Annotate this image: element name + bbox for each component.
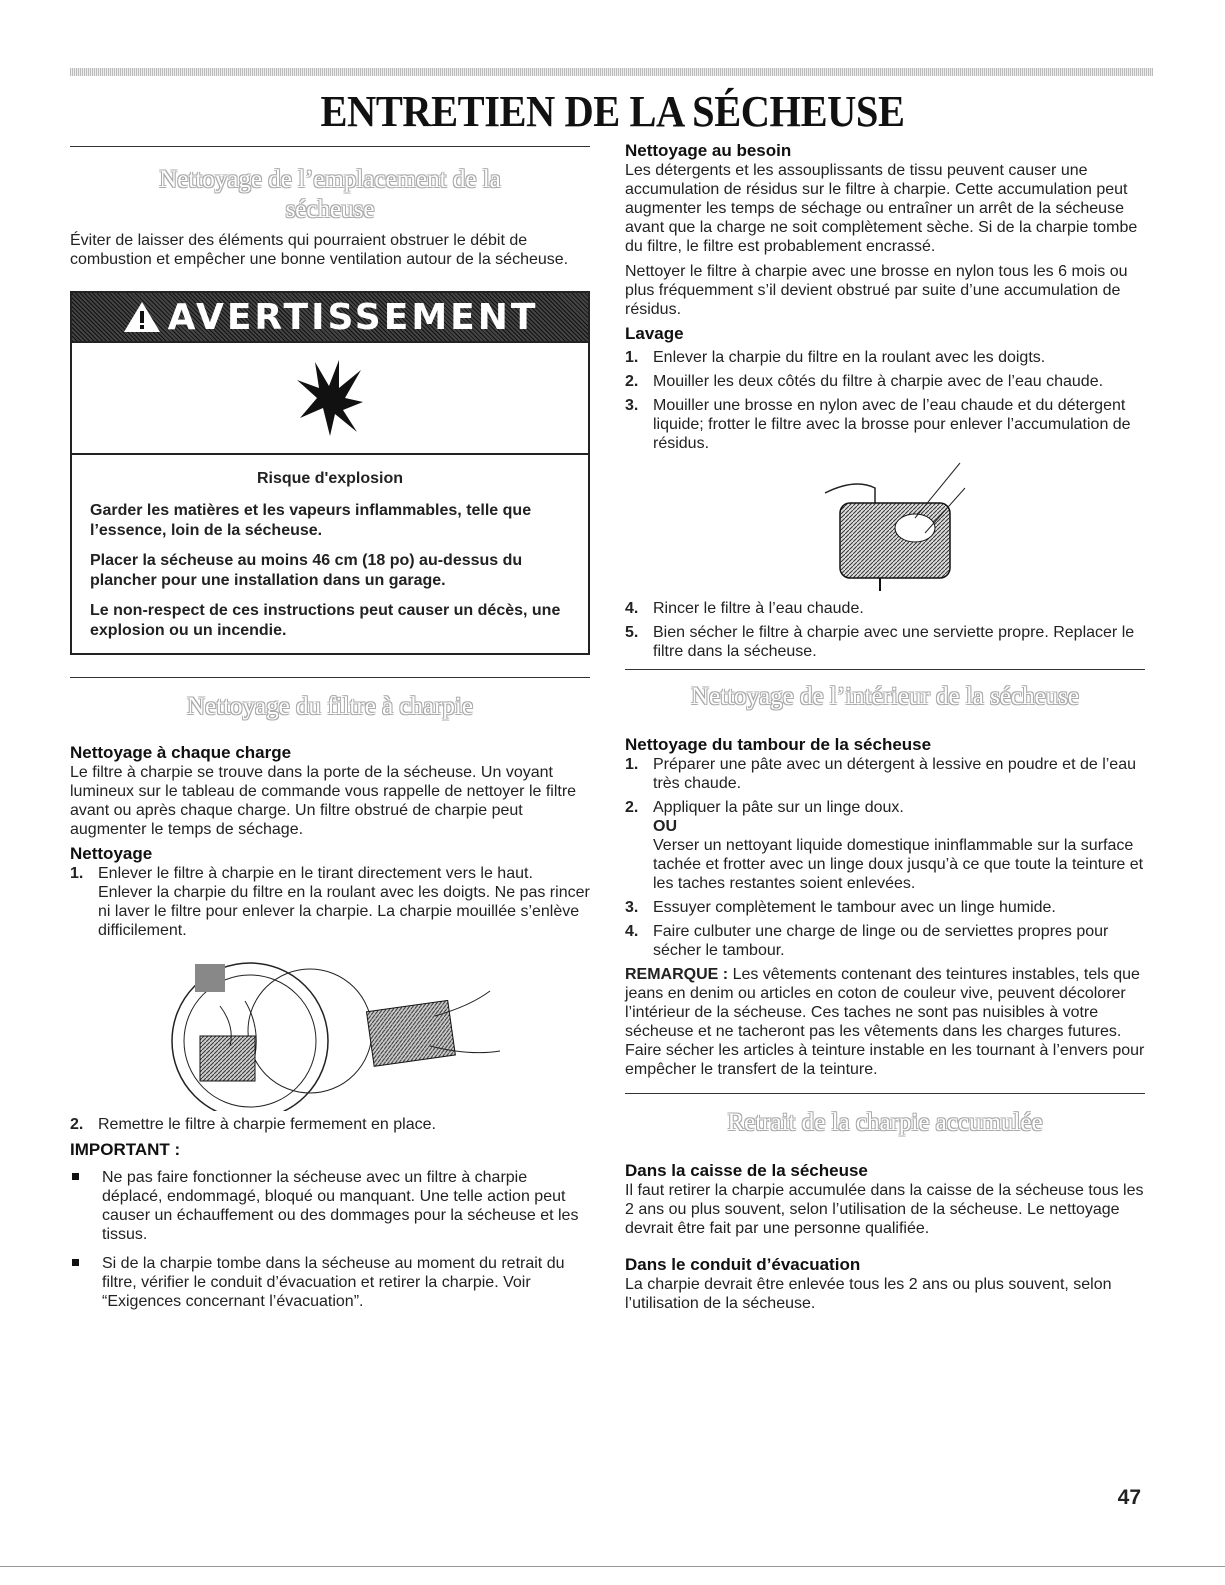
warning-triangle-icon (122, 300, 162, 334)
right-column (625, 140, 1145, 1313)
step-number: 1. (625, 349, 639, 366)
step-number: 1. (625, 756, 639, 773)
warning-subtitle: Risque d'explosion (256, 470, 404, 487)
step-text-extra: Verser un nettoyant liquide domestique ininflammable sur la surface tachée et frotter avec un linge doux jusqu’à ce que toute la teinture et les taches restantes soient enlevées. (653, 837, 1144, 892)
section-title-emplacement: Nettoyage de l’emplacement de la sécheuse (159, 166, 501, 223)
caisse-title: Dans la caisse de la sécheuse (625, 1161, 868, 1180)
step-item (625, 755, 1145, 793)
step-item (625, 599, 1145, 618)
besoin-text-1: Les détergents et les assouplissants de tissu peuvent causer une accumulation de résidus sur le filtre à charpie. Cette accumulation peut augmenter les temps de séchage ou entraîner un arrêt de la sécheuse avant que la charge ne soit complètement sèche. Si de la charpie tombe du filtre, le filtre est probablement encrassé. (625, 162, 1138, 255)
step-text: Enlever le filtre à charpie en le tirant directement vers le haut. Enlever la charpie du filtre en la roulant avec les doigts. Ne pas rincer ni laver le filtre pour enlever la charpie. La charpie mouillée s’enlève difficilement. (98, 865, 590, 939)
lavage-steps (625, 348, 1145, 453)
step-item (625, 396, 1145, 453)
step-text: Mouiller une brosse en nylon avec de l’eau chaude et du détergent liquide; frotter le filtre avec la brosse pour enlever l’accumulation de résidus. (653, 397, 1131, 452)
step-text: Bien sécher le filtre à charpie avec une serviette propre. Replacer le filtre dans la sécheuse. (653, 624, 1135, 660)
page-number: 47 (1117, 1486, 1141, 1509)
step-number: 2. (625, 373, 639, 390)
warning-box (70, 291, 590, 655)
section-rule (70, 677, 590, 678)
besoin-title: Nettoyage au besoin (625, 141, 792, 160)
warning-line: Garder les matières et les vapeurs inflammables, telle que l’essence, loin de la sécheuse. (90, 502, 532, 539)
ou-label: OU (653, 818, 677, 835)
warning-header (72, 293, 588, 343)
conduit-text: La charpie devrait être enlevée tous les 2 ans ou plus souvent, selon l’utilisation de la sécheuse. (625, 1276, 1112, 1312)
step-text: Faire culbuter une charge de linge ou de serviettes propres pour sécher le tambour. (653, 923, 1109, 959)
step-text: Mouiller les deux côtés du filtre à charpie avec de l’eau chaude. (653, 373, 1104, 390)
step-text: Remettre le filtre à charpie fermement en place. (98, 1116, 436, 1133)
section-rule (625, 669, 1145, 670)
caisse-text: Il faut retirer la charpie accumulée dans la caisse de la sécheuse tous les 2 ans ou plus souvent, selon l’utilisation de la sécheuse. Le nettoyage devrait être fait par une personne qualifiée. (625, 1182, 1144, 1237)
filter-brush-icon (785, 458, 985, 593)
filter-illustration (70, 946, 590, 1111)
step-text: Rincer le filtre à l’eau chaude. (653, 600, 864, 617)
important-bullets (70, 1168, 590, 1311)
bullet-text: Si de la charpie tombe dans la sécheuse au moment du retrait du filtre, vérifier le conduit d’évacuation et retirer la charpie. Voir “Exigences concernant l’évacuation”. (102, 1255, 565, 1310)
warning-line: Placer la sécheuse au moins 46 cm (18 po) au-dessus du plancher pour une installation dans un garage. (90, 552, 523, 589)
emplacement-text: Éviter de laisser des éléments qui pourraient obstruer le débit de combustion et empêcher une bonne ventilation autour de la sécheuse. (70, 232, 569, 268)
warning-icon-row (72, 343, 588, 455)
remarque-paragraph (625, 965, 1145, 1079)
bullet-item (70, 1168, 590, 1244)
step-number: 1. (70, 865, 84, 882)
step-item (625, 798, 1145, 893)
warning-line: Le non-respect de ces instructions peut causer un décès, une explosion ou un incendie. (90, 602, 561, 639)
bullet-icon (72, 1173, 79, 1180)
remarque-text: Les vêtements contenant des teintures instables, tels que jeans en denim ou articles en coton de couleur vive, peuvent décolorer l’intérieur de la sécheuse. Ces taches ne sont pas nuisibles à votre sécheuse et ne tacheront pas les vêtements dans les charges futures. Faire sécher les articles à teinture instable en les tournant à l’envers pour empêcher le transfert de la teinture. (625, 966, 1145, 1078)
step-number: 4. (625, 600, 639, 617)
lavage-label: Lavage (625, 324, 684, 343)
step-item (70, 864, 590, 940)
remarque-label: REMARQUE : (625, 966, 729, 983)
lavage-steps-2 (625, 599, 1145, 661)
step-number: 2. (625, 799, 639, 816)
besoin-text-2: Nettoyer le filtre à charpie avec une brosse en nylon tous les 6 mois ou plus fréquemment s’il devient obstrué par suite d’une accumulation de résidus. (625, 263, 1128, 318)
tambour-title: Nettoyage du tambour de la sécheuse (625, 735, 932, 754)
section-rule (625, 1093, 1145, 1094)
step-number: 3. (625, 899, 639, 916)
section-title-interieur: Nettoyage de l’intérieur de la sécheuse (690, 683, 1079, 710)
section-title-filtre: Nettoyage du filtre à charpie (187, 693, 473, 720)
step-number: 2. (70, 1116, 84, 1133)
step-text: Appliquer la pâte sur un linge doux. (653, 799, 904, 816)
step-item (625, 898, 1145, 917)
step-item (625, 348, 1145, 367)
nettoyage-label: Nettoyage (70, 844, 153, 863)
nettoyage-steps (70, 864, 590, 940)
dryer-door-filter-icon (70, 946, 590, 1111)
bullet-icon (72, 1259, 79, 1266)
step-text: Préparer une pâte avec un détergent à lessive en poudre et de l’eau très chaude. (653, 756, 1136, 792)
top-decorative-bar (70, 68, 1153, 76)
step-number: 5. (625, 624, 639, 641)
left-column (70, 140, 590, 1321)
bullet-item (70, 1254, 590, 1311)
step-text: Essuyer complètement le tambour avec un linge humide. (653, 899, 1056, 916)
conduit-title: Dans le conduit d’évacuation (625, 1255, 861, 1274)
bottom-rule (0, 1566, 1225, 1567)
step-item (625, 623, 1145, 661)
important-label: IMPORTANT : (70, 1140, 181, 1159)
tambour-steps (625, 755, 1145, 960)
page-title: ENTRETIEN DE LA SÉCHEUSE (320, 87, 905, 136)
step-number: 4. (625, 923, 639, 940)
section-rule (70, 146, 590, 147)
brush-illustration (625, 458, 1145, 593)
filtre-text: Le filtre à charpie se trouve dans la porte de la sécheuse. Un voyant lumineux sur le tableau de commande vous rappelle de nettoyer le filtre avant ou après chaque charge. Un filtre obstrué de charpie peut augmenter le temps de séchage. (70, 764, 577, 838)
warning-body (72, 455, 588, 653)
warning-header-text: AVERTISSEMENT (167, 296, 539, 338)
step-number: 3. (625, 397, 639, 414)
explosion-icon (295, 358, 365, 438)
step-item (625, 922, 1145, 960)
nettoyage-steps-2 (70, 1115, 590, 1134)
step-item (70, 1115, 590, 1134)
step-text: Enlever la charpie du filtre en la roulant avec les doigts. (653, 349, 1046, 366)
subsection-title: Nettoyage à chaque charge (70, 743, 292, 762)
bullet-text: Ne pas faire fonctionner la sécheuse avec un filtre à charpie déplacé, endommagé, bloqué ou manquant. Une telle action peut causer un échauffement ou des dommages pour la sécheuse et les tissus. (102, 1169, 579, 1243)
section-title-retrait: Retrait de la charpie accumulée (727, 1109, 1043, 1136)
step-item (625, 372, 1145, 391)
